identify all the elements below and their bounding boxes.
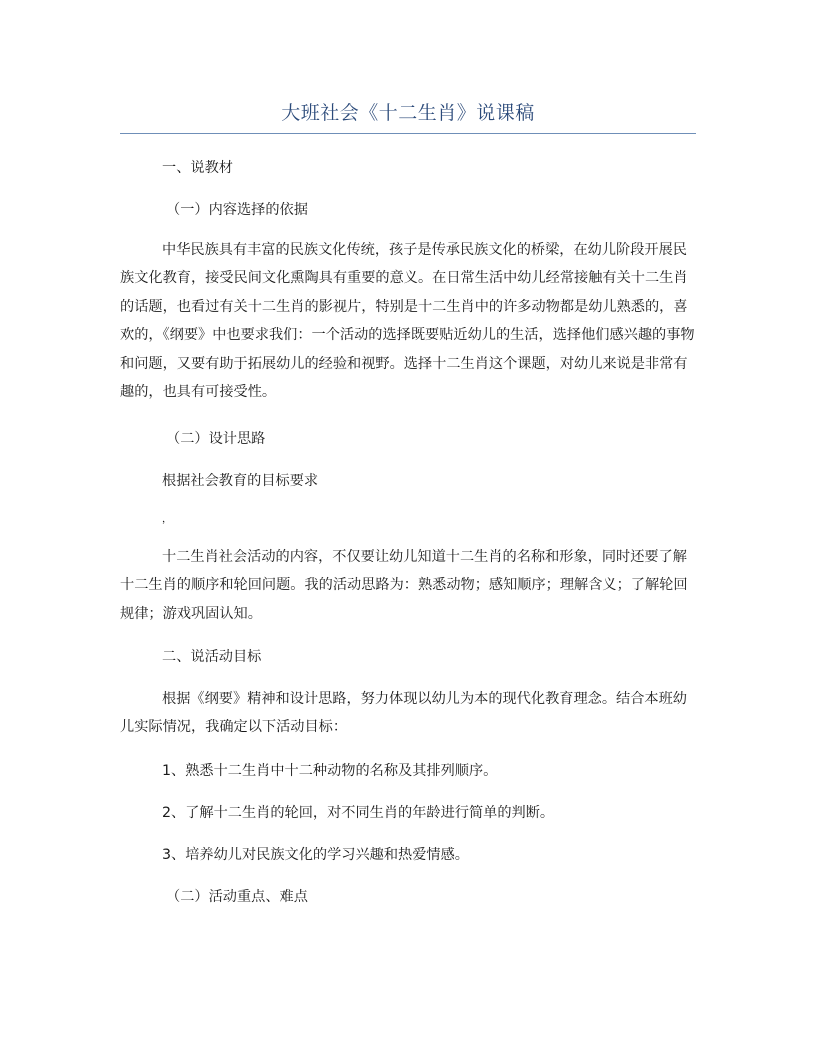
goal-item-1: 1、熟悉十二生肖中十二种动物的名称及其排列顺序。: [162, 763, 498, 779]
subsection-heading-content-basis: （一）内容选择的依据: [166, 202, 308, 218]
stray-comma-mark: ，: [162, 514, 172, 525]
goal-item-2: 2、了解十二生肖的轮回，对不同生肖的年龄进行简单的判断。: [162, 805, 555, 821]
paragraph-design-idea: 十二生肖社会活动的内容，不仅要让幼儿知道十二生肖的名称和形象，同时还要了解十二生肖的顺序和轮回问题。我的活动思路为：熟悉动物；感知顺序；理解含义；了解轮回规律；游戏巩固认知。: [120, 549, 688, 622]
document-title: 大班社会《十二生肖》说课稿: [281, 102, 535, 124]
section-heading-2: 二、说活动目标: [162, 649, 262, 665]
paragraph-content-basis: 中华民族具有丰富的民族文化传统，孩子是传承民族文化的桥梁，在幼儿阶段开展民族文化教育，接受民间文化熏陶具有重要的意义。在日常生活中幼儿经常接触有关十二生肖的话题，也看过有关十二生肖的影视片，特别是十二生肖中的许多动物都是幼儿熟悉的，喜欢的，《纲要》中也要求我们：一个活动的选择既要贴近幼儿的生活，选择他们感兴趣的事物和问题，又要有助于拓展幼儿的经验和视野。选择十二生肖这个课题，对幼儿来说是非常有趣的，也具有可接受性。: [120, 242, 695, 401]
goal-item-3: 3、培养幼儿对民族文化的学习兴趣和热爱情感。: [162, 847, 469, 863]
paragraph-goals-intro: 根据《纲要》精神和设计思路，努力体现以幼儿为本的现代化教育理念。结合本班幼儿实际情况，我确定以下活动目标：: [120, 691, 687, 736]
subsection-heading-key-points: （二）活动重点、难点: [166, 889, 308, 905]
section-heading-1: 一、说教材: [162, 160, 233, 176]
paragraph-design-basis: 根据社会教育的目标要求: [162, 473, 319, 489]
subsection-heading-design-idea: （二）设计思路: [166, 431, 266, 447]
title-divider: [120, 133, 696, 134]
